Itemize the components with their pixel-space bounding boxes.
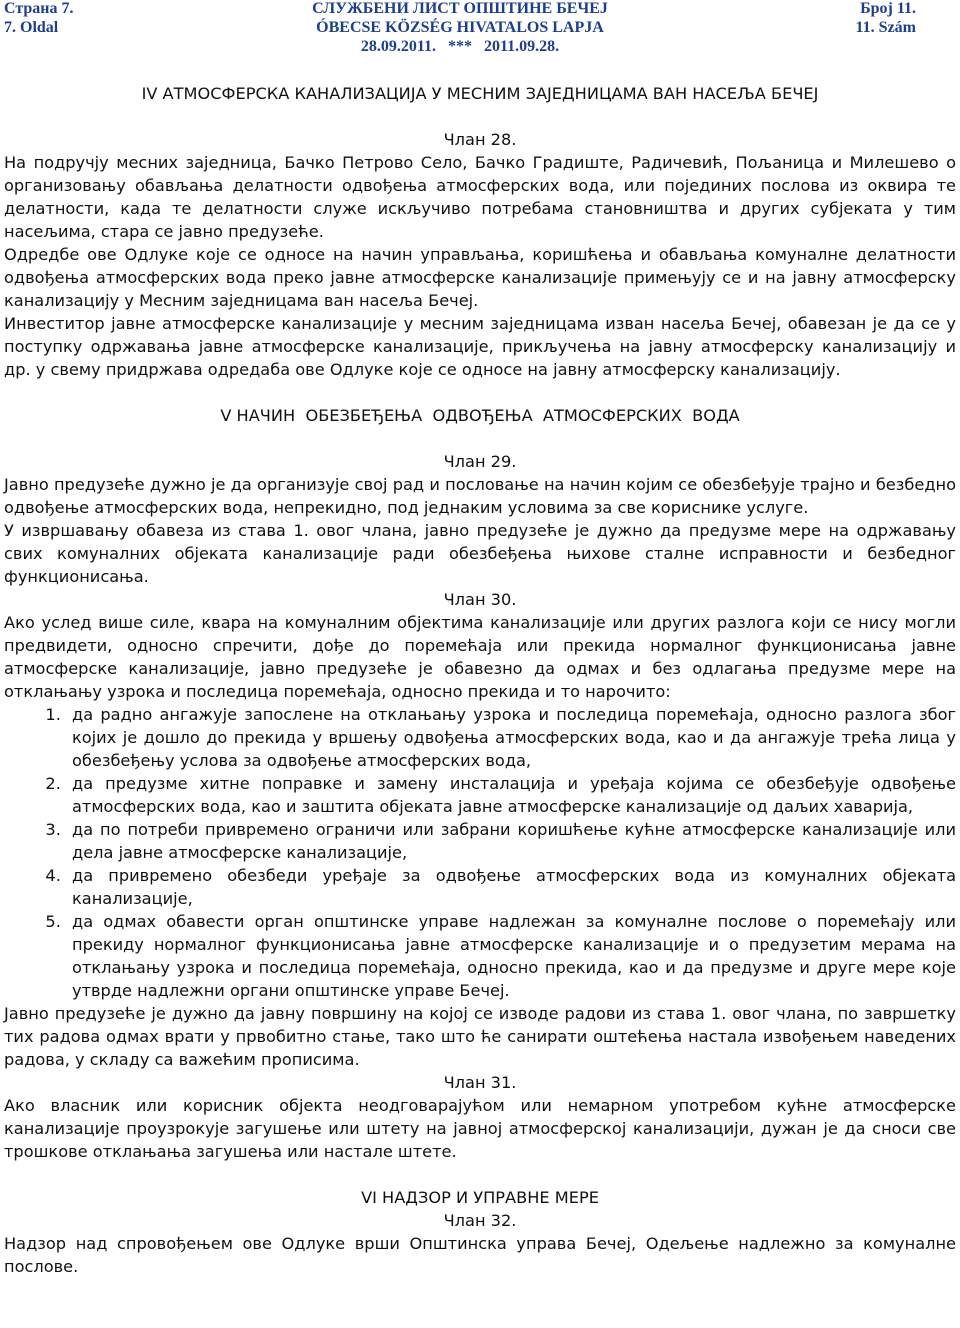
paragraph: Инвеститор јавне атмосферске канализације у месним заједницама изван насеља Бечеј, обавезан је да се у поступку одржавања јавне атмосферске канализације, прикључења на јавну атмосферску канализацију и др. у свему придржава одредаба ове Одлуке које се односе на јавну атмосферску канализацију. — [4, 314, 956, 379]
list-item: 2. да предузме хитне поправке и замену инсталација и уређаја којима се обезбеђује одвођење атмосферских вода, као и заштита објеката јавне атмосферске канализације од даљих хаварија, — [66, 772, 956, 818]
journal-title-sr: СЛУЖБЕНИ ЛИСТ ОПШТИНЕ БЕЧЕЈ — [312, 0, 608, 17]
paragraph: Ако власник или корисник објекта неодговарајућом или немарном употребом кућне атмосферске канализације проузрокује загушење или штету на јавној атмосферској канализацији, дужан је да сноси све трошкове отклањања загушења или настале штете. — [4, 1096, 956, 1161]
paragraph: Јавно предузеће је дужно да јавну површину на којој се изводе радови из става 1. овог члана, по завршетку тих радова одмах врати у првобитно стање, тако што ће санирати оштећења настала извођењем наведених радова, у складу са важећим прописима. — [4, 1004, 956, 1069]
paragraph: Јавно предузеће дужно је да организује свој рад и пословање на начин којим се обезбеђује трајно и безбедно одвођење атмосферских вода, непрекидно, под једнаким условима за све кориснике услуге. — [4, 475, 956, 517]
measures-list — [4, 703, 956, 1002]
page-number-hu: 7. Oldal — [4, 19, 59, 36]
list-item: 1. да радно ангажује запослене на отклањању узрока и последица поремећаја, односно разлога због којих је дошло до прекида у вршењу одвођења атмосферских вода, као и да ангажује трећа лица у обезбеђењу услова за одвођење атмосферских вода, — [66, 703, 956, 772]
list-item: 4. да привремено обезбеди уређаје за одвођење атмосферских вода из комуналних објеката канализације, — [66, 864, 956, 910]
article-heading: Члан 28. — [443, 130, 517, 149]
chapter-title: VI НАДЗОР И УПРАВНЕ МЕРЕ — [361, 1188, 599, 1207]
page-header — [0, 0, 960, 62]
paragraph: Надзор над спровођењем ове Одлуке врши Општинска управа Бечеј, Одељење надлежно за комуналне послове. — [4, 1234, 956, 1276]
page-number-sr: Страна 7. — [4, 0, 74, 17]
issue-number-hu: 11. Szám — [855, 19, 916, 36]
article-heading: Члан 29. — [443, 452, 517, 471]
article-heading: Члан 31. — [443, 1073, 517, 1092]
issue-number-sr: Број 11. — [860, 0, 916, 17]
list-item: 5. да одмах обавести орган општинске управе надлежан за комуналне послове о поремећају или прекиду нормалног функционисања јавне атмосферске канализације и о предузетим мерама на отклањању узрока и последица поремећаја, односно прекида, као и да предузме и друге мере које утврде надлежни органи општинске управе Бечеј. — [66, 910, 956, 1002]
journal-title-hu: ÓBECSE KÖZSÉG HIVATALOS LAPJA — [316, 19, 604, 36]
chapter-title: V НАЧИН ОБЕЗБЕЂЕЊА ОДВОЂЕЊА АТМОСФЕРСКИХ ВОДА — [220, 406, 740, 425]
paragraph: Одредбе ове Одлуке које се односе на начин управљања, коришћења и обављања комуналне делатности одвођења атмосферских вода преко јавне атмосферске канализације примењују се и на јавну атмосферску канализацију у Месним заједницама ван насеља Бечеј. — [4, 245, 956, 310]
chapter-title: IV АТМОСФЕРСКА КАНАЛИЗАЦИЈА У МЕСНИМ ЗАЈЕДНИЦАМА ВАН НАСЕЉА БЕЧЕЈ — [141, 84, 819, 103]
issue-date: 28.09.2011. *** 2011.09.28. — [360, 38, 560, 55]
article-heading: Члан 30. — [443, 590, 517, 609]
paragraph: Ако услед више силе, квара на комуналним објектима канализације или других разлога који се нису могли предвидети, односно спречити, дође до поремећаја или прекида нормалног функционисања јавне атмосферске канализације, јавно предузеће је обавезно да одмах и без одлагања предузме мере на отклањању узрока и последица поремећаја, односно прекида и то нарочито: — [4, 613, 956, 701]
document-body — [4, 82, 956, 1278]
paragraph: На подручју месних заједница, Бачко Петрово Село, Бачко Градиште, Радичевић, Пољаница и Милешево о организовању обављања делатности одвођења атмосферских вода, или појединих послова из оквира те делатности, када те делатности служе искључиво потребама становништва и других субјеката у тим насељима, стара се јавно предузеће. — [4, 153, 956, 241]
list-item: 3. да по потреби привремено ограничи или забрани коришћење кућне атмосферске канализације или дела јавне атмосферске канализације, — [66, 818, 956, 864]
paragraph: У извршавању обавеза из става 1. овог члана, јавно предузеће је дужно да предузме мере на одржавању свих комуналних објеката канализације ради обезбеђења њихове сталне исправности и безбедног функционисања. — [4, 521, 956, 586]
article-heading: Члан 32. — [443, 1211, 517, 1230]
